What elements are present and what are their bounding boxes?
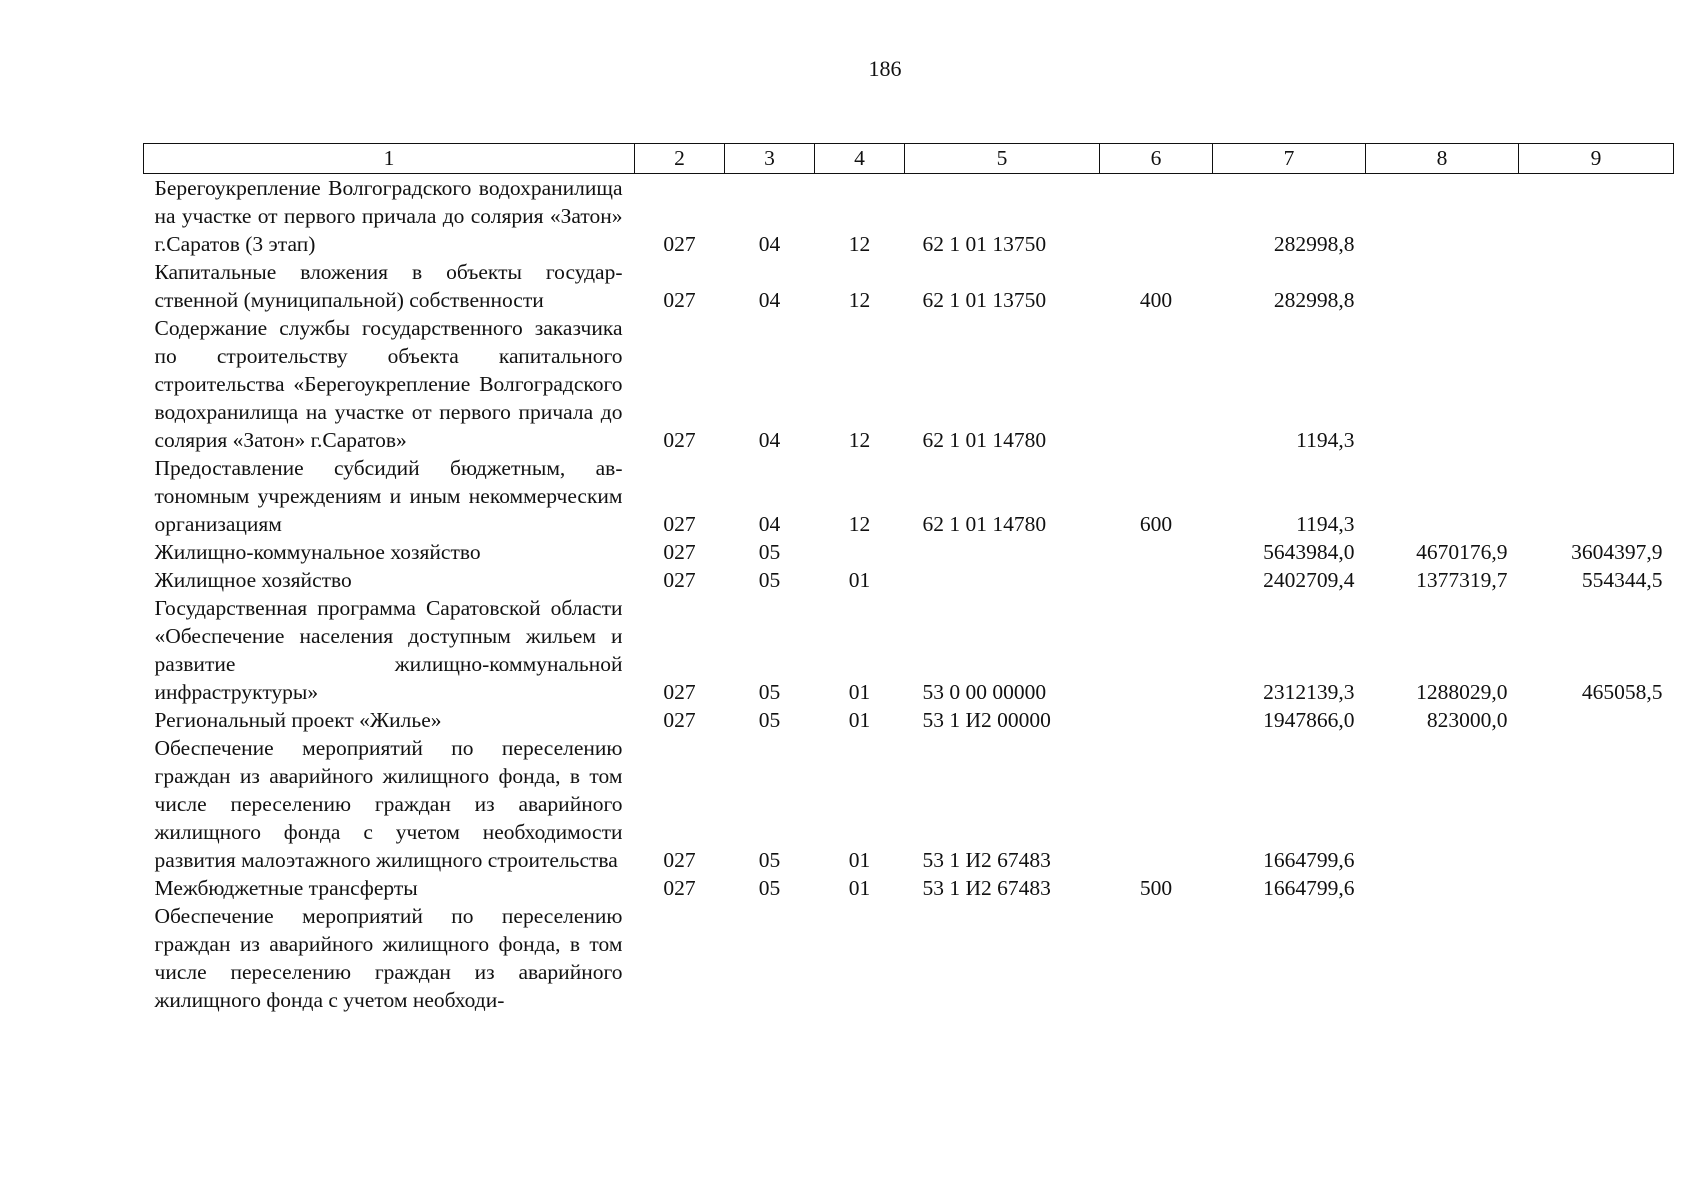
row-subsection: 12 xyxy=(848,288,871,312)
row-expense-type xyxy=(1100,174,1213,259)
row-sum-2 xyxy=(1366,902,1519,1014)
table-row xyxy=(144,538,1674,566)
row-subsection: 01 xyxy=(848,568,871,592)
table-row xyxy=(144,874,1674,902)
row-subsection: 12 xyxy=(848,428,871,452)
table-row xyxy=(144,594,1674,706)
page-number: 186 xyxy=(868,56,902,81)
row-grbs: 027 xyxy=(663,848,696,872)
row-section xyxy=(725,902,815,1014)
header-col-9: 9 xyxy=(1519,144,1674,174)
row-subsection: 01 xyxy=(848,848,871,872)
table-row xyxy=(144,258,1674,314)
row-grbs: 027 xyxy=(663,288,696,312)
header-col-7: 7 xyxy=(1213,144,1366,174)
row-section: 04 xyxy=(758,232,781,256)
row-section: 04 xyxy=(758,512,781,536)
row-target-article: 62 1 01 13750 xyxy=(922,288,1047,312)
row-target-article xyxy=(905,538,1100,566)
row-target-article: 53 1 И2 00000 xyxy=(922,708,1051,732)
table-row xyxy=(144,314,1674,454)
row-name: Государственная программа Саратовской области «Обеспечение населения доступным жильем и развитие жилищно-коммунальной инфраструктуры» xyxy=(154,596,623,704)
budget-table xyxy=(143,143,1674,1014)
row-sum-2 xyxy=(1366,258,1519,314)
row-name: Содержание службы государственного заказчика по строительству объекта капитального строительства «Берегоукрепление Волгоградского водохранилища на участке от первого причала до солярия «Затон» г.Саратов» xyxy=(154,316,623,452)
row-name: Предоставление субсидий бюджетным, автономным учреждениям и иным некоммерческим организациям xyxy=(154,456,623,536)
row-section: 04 xyxy=(758,288,781,312)
row-sum-1: 1664799,6 xyxy=(1263,848,1355,872)
header-col-4: 4 xyxy=(815,144,905,174)
row-grbs: 027 xyxy=(663,428,696,452)
row-sum-3: 465058,5 xyxy=(1581,680,1663,704)
table-row xyxy=(144,734,1674,874)
row-sum-3 xyxy=(1519,874,1674,902)
row-subsection xyxy=(815,902,905,1014)
row-grbs: 027 xyxy=(663,540,696,564)
row-section: 05 xyxy=(758,876,781,900)
row-target-article: 53 1 И2 67483 xyxy=(922,848,1051,872)
row-sum-2: 4670176,9 xyxy=(1416,540,1508,564)
row-sum-1: 1194,3 xyxy=(1296,428,1355,452)
row-section: 05 xyxy=(758,708,781,732)
row-expense-type xyxy=(1100,314,1213,454)
row-sum-1: 2312139,3 xyxy=(1263,680,1355,704)
row-expense-type xyxy=(1100,566,1213,594)
row-sum-2 xyxy=(1366,454,1519,538)
row-name: Региональный проект «Жилье» xyxy=(154,708,442,732)
row-grbs: 027 xyxy=(663,568,696,592)
row-sum-3: 554344,5 xyxy=(1581,568,1663,592)
row-sum-2 xyxy=(1366,734,1519,874)
header-col-5: 5 xyxy=(905,144,1100,174)
row-sum-1: 1947866,0 xyxy=(1263,708,1355,732)
row-sum-3 xyxy=(1519,314,1674,454)
row-target-article: 62 1 01 14780 xyxy=(922,428,1047,452)
row-expense-type xyxy=(1100,706,1213,734)
table-header xyxy=(144,144,1674,174)
row-sum-3 xyxy=(1519,734,1674,874)
row-name: Капитальные вложения в объекты государственной (муниципальной) собственности xyxy=(154,260,623,312)
row-grbs: 027 xyxy=(663,876,696,900)
header-col-6: 6 xyxy=(1100,144,1213,174)
row-target-article xyxy=(905,566,1100,594)
row-sum-2: 823000,0 xyxy=(1426,708,1508,732)
row-target-article xyxy=(905,902,1100,1014)
row-sum-1: 282998,8 xyxy=(1273,288,1355,312)
header-col-1: 1 xyxy=(144,144,635,174)
row-sum-3 xyxy=(1519,706,1674,734)
row-sum-3 xyxy=(1519,174,1674,259)
row-expense-type: 500 xyxy=(1139,876,1173,900)
row-sum-2: 1377319,7 xyxy=(1416,568,1508,592)
row-expense-type: 600 xyxy=(1139,512,1173,536)
row-sum-3 xyxy=(1519,258,1674,314)
table-body xyxy=(144,174,1674,1015)
row-sum-2: 1288029,0 xyxy=(1416,680,1508,704)
row-sum-1: 2402709,4 xyxy=(1263,568,1355,592)
row-section: 05 xyxy=(758,568,781,592)
header-col-3: 3 xyxy=(725,144,815,174)
table-row xyxy=(144,566,1674,594)
row-section: 05 xyxy=(758,848,781,872)
table-row xyxy=(144,454,1674,538)
table-row xyxy=(144,902,1674,1014)
row-sum-1 xyxy=(1213,902,1366,1014)
row-sum-2 xyxy=(1366,874,1519,902)
row-section: 04 xyxy=(758,428,781,452)
row-name: Жилищное хозяйство xyxy=(154,568,352,592)
row-name: Обеспечение мероприятий по переселению граждан из аварийного жилищного фонда, в том числе переселению граждан из аварийного жилищного фонда с учетом необходимости развития малоэтажного жилищного строительства xyxy=(154,736,623,872)
row-grbs: 027 xyxy=(663,512,696,536)
row-expense-type xyxy=(1100,734,1213,874)
header-col-2: 2 xyxy=(635,144,725,174)
row-sum-2 xyxy=(1366,174,1519,259)
row-expense-type xyxy=(1100,594,1213,706)
row-target-article: 62 1 01 13750 xyxy=(922,232,1047,256)
row-subsection xyxy=(815,538,905,566)
row-grbs: 027 xyxy=(663,232,696,256)
row-subsection: 01 xyxy=(848,680,871,704)
row-expense-type: 400 xyxy=(1139,288,1173,312)
row-sum-3 xyxy=(1519,454,1674,538)
row-subsection: 12 xyxy=(848,232,871,256)
row-subsection: 12 xyxy=(848,512,871,536)
row-sum-1: 1664799,6 xyxy=(1263,876,1355,900)
row-subsection: 01 xyxy=(848,708,871,732)
row-grbs xyxy=(635,902,725,1014)
row-name: Жилищно-коммунальное хозяйство xyxy=(154,540,481,564)
row-sum-1: 5643984,0 xyxy=(1263,540,1355,564)
row-expense-type xyxy=(1100,538,1213,566)
row-section: 05 xyxy=(758,540,781,564)
row-target-article: 62 1 01 14780 xyxy=(922,512,1047,536)
row-sum-3 xyxy=(1519,902,1674,1014)
row-grbs: 027 xyxy=(663,708,696,732)
row-target-article: 53 0 00 00000 xyxy=(922,680,1047,704)
row-grbs: 027 xyxy=(663,680,696,704)
row-target-article: 53 1 И2 67483 xyxy=(922,876,1051,900)
row-sum-2 xyxy=(1366,314,1519,454)
row-section: 05 xyxy=(758,680,781,704)
row-expense-type xyxy=(1100,902,1213,1014)
table-row xyxy=(144,174,1674,259)
row-name: Обеспечение мероприятий по переселению граждан из аварийного жилищного фонда, в том числе переселению граждан из аварийного жилищного фонда с учетом необходи- xyxy=(154,904,623,1012)
row-name: Межбюджетные трансферты xyxy=(154,876,418,900)
row-sum-1: 1194,3 xyxy=(1296,512,1355,536)
header-col-8: 8 xyxy=(1366,144,1519,174)
table-row xyxy=(144,706,1674,734)
row-sum-3: 3604397,9 xyxy=(1571,540,1663,564)
row-subsection: 01 xyxy=(848,876,871,900)
row-name: Берегоукрепление Волгоградского водохранилища на участке от первого причала до солярия «Затон» г.Саратов (3 этап) xyxy=(154,176,623,256)
row-sum-1: 282998,8 xyxy=(1273,232,1355,256)
